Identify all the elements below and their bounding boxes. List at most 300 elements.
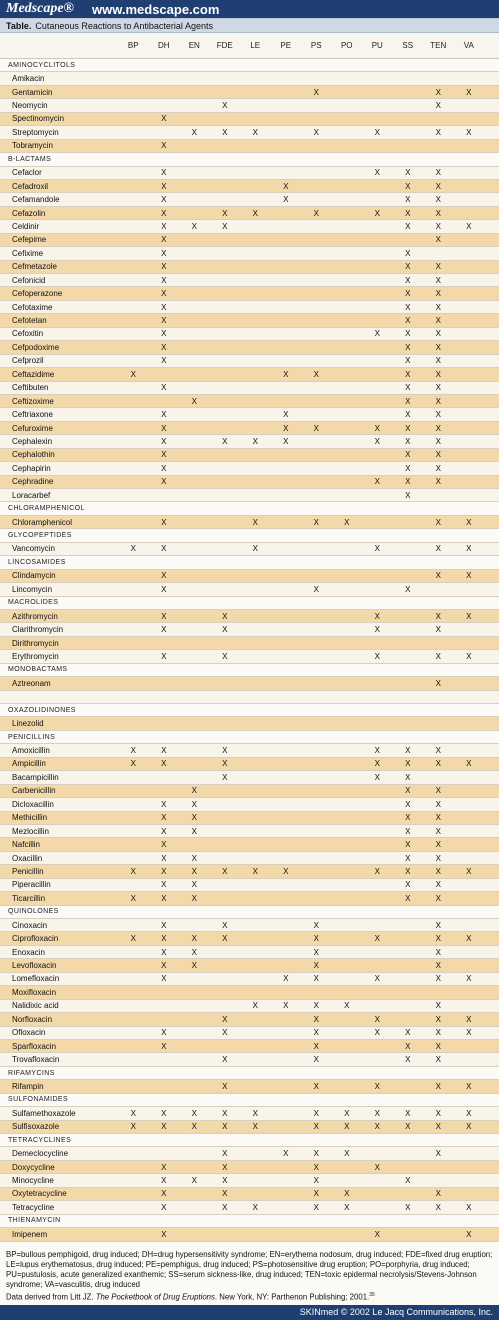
drug-name: Cefonicid	[12, 275, 46, 285]
drug-name: Cefoxitin	[12, 329, 44, 339]
category-row	[0, 664, 499, 677]
cell-en	[179, 235, 210, 244]
drug-name: Neomycin	[12, 101, 48, 111]
cell-dh: X	[161, 1108, 167, 1118]
cell-dh	[149, 1001, 180, 1010]
cell-le	[240, 397, 271, 406]
category-name: RIFAMYCINS	[8, 1069, 55, 1077]
cell-bp: X	[130, 866, 136, 876]
cell-ps: X	[313, 87, 319, 97]
cell-le: X	[252, 1122, 258, 1132]
cell-dh: X	[161, 1229, 167, 1239]
cell-pu: X	[374, 168, 380, 178]
cell-bp	[118, 1176, 149, 1185]
cell-bp	[118, 854, 149, 863]
cell-va: X	[466, 1014, 472, 1024]
cell-fde: X	[222, 611, 228, 621]
column-header-pu: PU	[371, 41, 383, 50]
cell-ten: X	[435, 450, 441, 460]
cell-bp	[118, 961, 149, 970]
cell-ss: X	[405, 248, 411, 258]
cell-dh: X	[161, 893, 167, 903]
cell-va	[454, 410, 485, 419]
cell-po	[332, 746, 363, 755]
category-name: CHLORAMPHENICOL	[8, 505, 85, 513]
table-row	[0, 986, 499, 999]
cell-ten: X	[435, 1014, 441, 1024]
cell-le	[240, 800, 271, 809]
cell-le	[240, 141, 271, 150]
category-row	[0, 704, 499, 717]
cell-va: X	[466, 866, 472, 876]
cell-po	[332, 262, 363, 271]
cell-ten	[423, 141, 454, 150]
cell-ss: X	[405, 168, 411, 178]
cell-ss: X	[405, 1202, 411, 1212]
cell-po	[332, 894, 363, 903]
cell-ten: X	[435, 477, 441, 487]
cell-po	[332, 168, 363, 177]
cell-fde: X	[222, 208, 228, 218]
brand-logo[interactable]: Medscape®	[6, 1, 74, 16]
cell-en: X	[191, 786, 197, 796]
cell-le	[240, 303, 271, 312]
table-row	[0, 744, 499, 757]
cell-va: X	[466, 221, 472, 231]
cell-bp	[118, 800, 149, 809]
cell-fde	[210, 1230, 241, 1239]
drug-name: Methicillin	[12, 813, 48, 823]
cell-ps: X	[313, 1028, 319, 1038]
drug-name: Cefaclor	[12, 168, 42, 178]
cell-le	[240, 625, 271, 634]
cell-ss: X	[405, 423, 411, 433]
cell-pu	[362, 383, 393, 392]
category-name: THIENAMYCIN	[8, 1217, 61, 1225]
cell-en	[179, 289, 210, 298]
table-row	[0, 301, 499, 314]
cell-ss: X	[405, 1122, 411, 1132]
cell-bp	[118, 410, 149, 419]
column-header-en: EN	[188, 41, 200, 50]
cell-pe	[271, 397, 302, 406]
cell-va	[454, 356, 485, 365]
drug-name: Cefamandole	[12, 195, 60, 205]
cell-ten: X	[435, 181, 441, 191]
cell-ps	[301, 759, 332, 768]
cell-le	[240, 383, 271, 392]
cell-va: X	[466, 651, 472, 661]
cell-pu	[362, 262, 393, 271]
table-row	[0, 516, 499, 529]
table-row	[0, 476, 499, 489]
drug-name: Mezlocillin	[12, 826, 49, 836]
cell-pu	[362, 491, 393, 500]
cell-fde	[210, 585, 241, 594]
cell-va	[454, 1149, 485, 1158]
cell-po	[332, 303, 363, 312]
drug-name: Lincomycin	[12, 584, 53, 594]
cell-po	[332, 491, 363, 500]
cell-po	[332, 827, 363, 836]
cell-ten: X	[435, 463, 441, 473]
cell-ss: X	[405, 181, 411, 191]
cell-ten: X	[435, 947, 441, 957]
cell-ss	[393, 88, 424, 97]
cell-pu	[362, 813, 393, 822]
cell-pe: X	[283, 423, 289, 433]
cell-pu: X	[374, 625, 380, 635]
site-url-link[interactable]: www.medscape.com	[92, 1, 220, 17]
drug-name: Vancomycin	[12, 544, 55, 554]
cell-dh: X	[161, 544, 167, 554]
cell-en	[179, 625, 210, 634]
cell-fde: X	[222, 1176, 228, 1186]
cell-pe: X	[283, 974, 289, 984]
drug-name: Cefotetan	[12, 316, 47, 326]
cell-ten: X	[435, 799, 441, 809]
cell-va	[454, 786, 485, 795]
table-row	[0, 99, 499, 112]
cell-en: X	[191, 1176, 197, 1186]
category-row	[0, 153, 499, 166]
cell-en	[179, 773, 210, 782]
cell-fde: X	[222, 1189, 228, 1199]
cell-ten: X	[435, 1001, 441, 1011]
cell-va	[454, 464, 485, 473]
cell-ps	[301, 114, 332, 123]
cell-ten: X	[435, 961, 441, 971]
cell-ss	[393, 1001, 424, 1010]
table-row	[0, 812, 499, 825]
cell-pe	[271, 1163, 302, 1172]
source-ref: 35	[369, 1291, 375, 1298]
table-row	[0, 462, 499, 475]
cell-ss	[393, 974, 424, 983]
cell-ps: X	[313, 1176, 319, 1186]
cell-dh: X	[161, 450, 167, 460]
cell-va	[454, 1163, 485, 1172]
cell-va	[454, 114, 485, 123]
cell-en	[179, 652, 210, 661]
table-row	[0, 1053, 499, 1066]
cell-dh: X	[161, 920, 167, 930]
cell-ps	[301, 679, 332, 688]
cell-pu	[362, 786, 393, 795]
category-row	[0, 731, 499, 744]
cell-fde	[210, 544, 241, 553]
cell-en	[179, 974, 210, 983]
cell-fde: X	[222, 1055, 228, 1065]
cell-ten: X	[435, 436, 441, 446]
cell-dh	[149, 370, 180, 379]
cell-ss	[393, 1015, 424, 1024]
cell-en	[179, 249, 210, 258]
cell-ps	[301, 612, 332, 621]
cell-le	[240, 168, 271, 177]
cell-fde: X	[222, 759, 228, 769]
cell-ten: X	[435, 262, 441, 272]
cell-ten: X	[435, 369, 441, 379]
cell-ten: X	[435, 920, 441, 930]
cell-bp	[118, 222, 149, 231]
table-row	[0, 1201, 499, 1214]
cell-dh: X	[161, 974, 167, 984]
cell-fde: X	[222, 1014, 228, 1024]
cell-va	[454, 961, 485, 970]
cell-dh: X	[161, 961, 167, 971]
cell-pe	[271, 840, 302, 849]
cell-pe	[271, 114, 302, 123]
cell-pu: X	[374, 477, 380, 487]
table-row	[0, 1228, 499, 1241]
cell-en: X	[191, 799, 197, 809]
cell-en: X	[191, 221, 197, 231]
cell-po	[332, 182, 363, 191]
drug-name: Tetracycline	[12, 1202, 55, 1212]
cell-le	[240, 746, 271, 755]
cell-le	[240, 840, 271, 849]
cell-le	[240, 679, 271, 688]
cell-fde: X	[222, 127, 228, 137]
cell-fde	[210, 464, 241, 473]
cell-ss: X	[405, 866, 411, 876]
cell-bp: X	[130, 759, 136, 769]
cell-po	[332, 114, 363, 123]
category-name: LINCOSAMIDES	[8, 558, 66, 566]
cell-pe	[271, 464, 302, 473]
category-row	[0, 59, 499, 72]
cell-ps	[301, 840, 332, 849]
cell-en: X	[191, 127, 197, 137]
cell-fde	[210, 854, 241, 863]
cell-po	[332, 222, 363, 231]
cell-ps: X	[313, 934, 319, 944]
cell-dh: X	[161, 1189, 167, 1199]
cell-en	[179, 544, 210, 553]
cell-dh	[149, 1149, 180, 1158]
cell-dh	[149, 397, 180, 406]
drug-name: Bacampicillin	[12, 772, 59, 782]
drug-name: Ofloxacin	[12, 1028, 46, 1038]
cell-pe	[271, 209, 302, 218]
drug-name: Gentamicin	[12, 87, 53, 97]
cell-ss	[393, 235, 424, 244]
cell-pu	[362, 370, 393, 379]
cell-dh: X	[161, 934, 167, 944]
cell-pu	[362, 1042, 393, 1051]
drug-name: Ampicillin	[12, 759, 46, 769]
cell-fde	[210, 410, 241, 419]
cell-ps: X	[313, 1108, 319, 1118]
cell-po	[332, 867, 363, 876]
cell-ps: X	[313, 208, 319, 218]
cell-le	[240, 464, 271, 473]
cell-ten: X	[435, 651, 441, 661]
drug-name: Sulfisoxazole	[12, 1122, 60, 1132]
cell-fde	[210, 289, 241, 298]
cell-ps: X	[313, 961, 319, 971]
cell-po	[332, 101, 363, 110]
cell-ten: X	[435, 678, 441, 688]
cell-dh: X	[161, 651, 167, 661]
cell-bp	[118, 813, 149, 822]
cell-ten: X	[435, 342, 441, 352]
cell-dh: X	[161, 477, 167, 487]
cell-pu: X	[374, 1108, 380, 1118]
table-row	[0, 838, 499, 851]
cell-po	[332, 773, 363, 782]
drug-name: Cephalothin	[12, 450, 55, 460]
cell-po	[332, 88, 363, 97]
cell-pe: X	[283, 369, 289, 379]
cell-fde	[210, 383, 241, 392]
drug-name: Amoxicillin	[12, 746, 50, 756]
cell-ten: X	[435, 1081, 441, 1091]
cell-fde	[210, 316, 241, 325]
category-name: TETRACYCLINES	[8, 1136, 72, 1144]
cell-ps	[301, 786, 332, 795]
cell-po	[332, 652, 363, 661]
cell-po	[332, 974, 363, 983]
table-row	[0, 72, 499, 85]
cell-po	[332, 961, 363, 970]
category-row	[0, 1215, 499, 1228]
cell-po	[332, 235, 363, 244]
cell-ss: X	[405, 356, 411, 366]
copyright-bar	[0, 1305, 499, 1320]
cell-fde	[210, 235, 241, 244]
cell-fde	[210, 195, 241, 204]
column-header-row	[0, 33, 499, 59]
cell-ss: X	[405, 880, 411, 890]
cell-dh: X	[161, 168, 167, 178]
cell-bp	[118, 571, 149, 580]
cell-ten: X	[435, 275, 441, 285]
cell-dh	[149, 1055, 180, 1064]
drug-name: Imipenem	[12, 1229, 48, 1239]
cell-va	[454, 1042, 485, 1051]
cell-ten: X	[435, 396, 441, 406]
table-row	[0, 86, 499, 99]
cell-ss	[393, 544, 424, 553]
cell-fde: X	[222, 772, 228, 782]
table-row	[0, 879, 499, 892]
cell-va	[454, 894, 485, 903]
cell-po	[332, 464, 363, 473]
cell-fde	[210, 948, 241, 957]
cell-dh	[149, 1082, 180, 1091]
cell-po	[332, 1055, 363, 1064]
cell-pe: X	[283, 1001, 289, 1011]
cell-bp	[118, 383, 149, 392]
cell-pu	[362, 948, 393, 957]
cell-ten: X	[435, 195, 441, 205]
cell-en	[179, 356, 210, 365]
cell-pe: X	[283, 436, 289, 446]
cell-ss: X	[405, 262, 411, 272]
cell-ps	[301, 571, 332, 580]
cell-bp: X	[130, 369, 136, 379]
cell-bp	[118, 128, 149, 137]
table-row	[0, 328, 499, 341]
cell-en	[179, 437, 210, 446]
drug-name: Spectinomycin	[12, 114, 65, 124]
cell-le	[240, 195, 271, 204]
cell-ss	[393, 961, 424, 970]
cell-dh: X	[161, 1202, 167, 1212]
column-header-dh: DH	[157, 41, 170, 50]
drug-name: Carbenicillin	[12, 786, 56, 796]
cell-ps	[301, 276, 332, 285]
cell-ps	[301, 329, 332, 338]
cell-bp: X	[130, 893, 136, 903]
cell-dh	[149, 786, 180, 795]
cell-pe	[271, 544, 302, 553]
cell-pu: X	[374, 934, 380, 944]
cell-fde: X	[222, 101, 228, 111]
cell-bp	[118, 356, 149, 365]
cell-ss: X	[405, 275, 411, 285]
cell-bp	[118, 450, 149, 459]
cell-pu	[362, 289, 393, 298]
cell-va: X	[466, 1108, 472, 1118]
table-title-bar	[0, 18, 499, 33]
table-row	[0, 1161, 499, 1174]
table-row	[0, 758, 499, 771]
cell-po	[332, 141, 363, 150]
cell-po	[332, 195, 363, 204]
drug-name: Cephalexin	[12, 436, 53, 446]
cell-dh	[149, 491, 180, 500]
cell-le	[240, 652, 271, 661]
drug-name: Azithromycin	[12, 611, 58, 621]
cell-dh: X	[161, 853, 167, 863]
cell-po	[332, 544, 363, 553]
cell-bp	[118, 276, 149, 285]
drug-name: Sulfamethoxazole	[12, 1108, 76, 1118]
cell-ten: X	[435, 1149, 441, 1159]
cell-pu: X	[374, 436, 380, 446]
cell-fde	[210, 974, 241, 983]
cell-va	[454, 1055, 485, 1064]
cell-ss	[393, 921, 424, 930]
cell-ss	[393, 934, 424, 943]
cell-ps: X	[313, 1122, 319, 1132]
drug-name: Ticarcillin	[12, 893, 46, 903]
cell-va: X	[466, 1081, 472, 1091]
cell-ps: X	[313, 1055, 319, 1065]
cell-po	[332, 1163, 363, 1172]
cell-le	[240, 101, 271, 110]
cell-ss: X	[405, 840, 411, 850]
cell-po: X	[344, 1189, 350, 1199]
cell-ten: X	[435, 1028, 441, 1038]
cell-pu	[362, 141, 393, 150]
cell-pu	[362, 88, 393, 97]
cell-va	[454, 276, 485, 285]
cell-ten: X	[435, 302, 441, 312]
table-row	[0, 193, 499, 206]
cell-en: X	[191, 880, 197, 890]
cell-ps	[301, 168, 332, 177]
cell-ten: X	[435, 383, 441, 393]
cell-po	[332, 1042, 363, 1051]
cell-en	[179, 1028, 210, 1037]
cell-ten: X	[435, 571, 441, 581]
cell-en: X	[191, 813, 197, 823]
table-row	[0, 368, 499, 381]
